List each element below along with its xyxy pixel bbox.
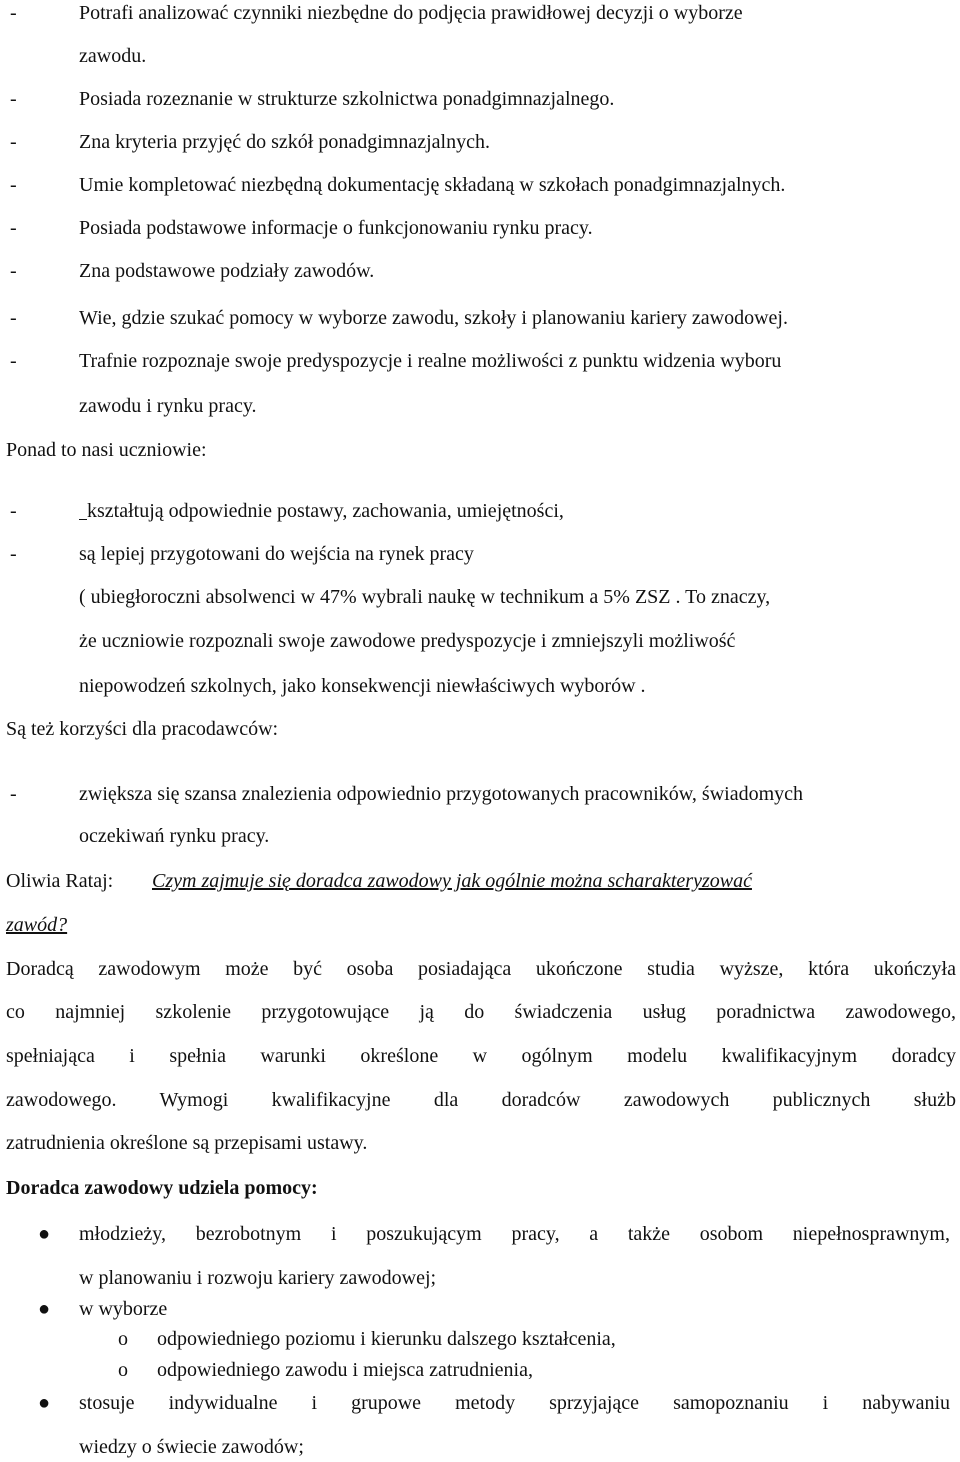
dash-marker: - — [10, 174, 17, 196]
dash-marker: - — [10, 217, 17, 239]
dash-marker: - — [10, 2, 17, 24]
dash-marker: - — [10, 783, 17, 805]
paragraph-line: co najmniej szkolenie przygotowujące ją do świadczenia usług poradnictwa zawodowego, — [6, 1001, 956, 1023]
bullet-icon: ● — [38, 1392, 51, 1414]
bullet-icon: ● — [38, 1223, 51, 1245]
circle-bullet-icon: o — [118, 1359, 128, 1381]
paragraph-line: Doradcą zawodowym może być osoba posiadająca ukończone studia wyższe, która ukończyła — [6, 958, 956, 980]
dash-marker: - — [10, 307, 17, 329]
paragraph-line: spełniająca i spełnia warunki określone w ogólnym modelu kwalifikacyjnym doradcy — [6, 1045, 956, 1067]
dash-marker: - — [10, 131, 17, 153]
dash-marker: - — [10, 500, 17, 522]
underline-mark — [79, 519, 87, 520]
dash-marker: - — [10, 543, 17, 565]
section-heading: Doradca zawodowy udziela pomocy: — [6, 1177, 318, 1199]
paragraph-line: zawodowego. Wymogi kwalifikacyjne dla doradców zawodowych publicznych służb — [6, 1089, 956, 1111]
paragraph-line: zatrudnienia określone są przepisami ustawy. — [6, 1132, 368, 1154]
dash-marker: - — [10, 260, 17, 282]
question-author: Oliwia Rataj: — [6, 870, 114, 892]
dash-marker: - — [10, 88, 17, 110]
bullet-icon: ● — [38, 1298, 51, 1320]
dash-marker: - — [10, 350, 17, 372]
question-text: Czym zajmuje się doradca zawodowy jak ogólnie można scharakteryzować — [152, 870, 752, 892]
circle-bullet-icon: o — [118, 1328, 128, 1350]
